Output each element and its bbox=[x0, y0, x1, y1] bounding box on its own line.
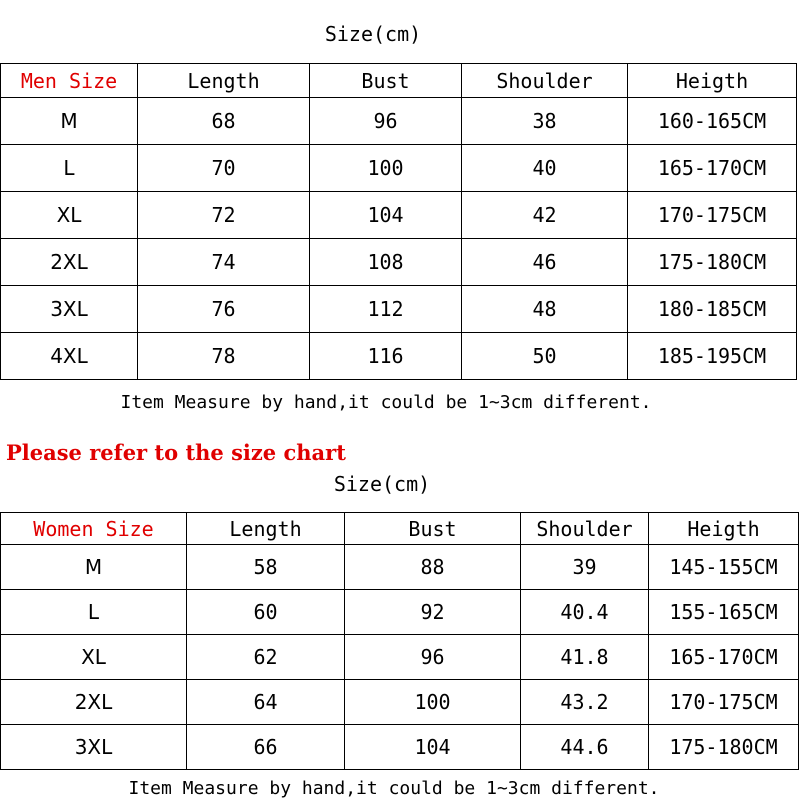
men-cell-bust: 108 bbox=[310, 239, 462, 286]
women-cell-length: 60 bbox=[187, 590, 345, 635]
women-header-length: Length bbox=[187, 513, 345, 545]
men-cell-bust: 96 bbox=[310, 98, 462, 145]
women-size-table bbox=[0, 512, 799, 770]
women-header-bust: Bust bbox=[345, 513, 521, 545]
men-cell-shoulder: 50 bbox=[462, 333, 628, 380]
table-row bbox=[1, 286, 797, 333]
men-cell-length: 72 bbox=[138, 192, 310, 239]
women-cell-bust: 92 bbox=[345, 590, 521, 635]
men-cell-height: 165-170CM bbox=[628, 145, 797, 192]
women-cell-bust: 104 bbox=[345, 725, 521, 770]
table-row bbox=[1, 590, 799, 635]
table-row bbox=[1, 239, 797, 286]
women-cell-bust: 88 bbox=[345, 545, 521, 590]
men-cell-shoulder: 42 bbox=[462, 192, 628, 239]
men-cell-size: 3XL bbox=[1, 286, 138, 333]
table-row bbox=[1, 635, 799, 680]
men-measure-note: Item Measure by hand,it could be 1~3cm different. bbox=[120, 392, 652, 413]
men-cell-height: 180-185CM bbox=[628, 286, 797, 333]
men-header-row bbox=[1, 64, 797, 98]
women-cell-shoulder: 44.6 bbox=[521, 725, 649, 770]
men-size-caption: Size(cm) bbox=[324, 22, 422, 46]
men-cell-length: 76 bbox=[138, 286, 310, 333]
women-measure-note: Item Measure by hand,it could be 1~3cm different. bbox=[128, 778, 660, 799]
men-cell-length: 78 bbox=[138, 333, 310, 380]
size-chart-notice: Please refer to the size chart bbox=[6, 440, 346, 465]
men-cell-size: XL bbox=[1, 192, 138, 239]
men-header-bust: Bust bbox=[310, 64, 462, 98]
women-cell-shoulder: 39 bbox=[521, 545, 649, 590]
women-cell-length: 58 bbox=[187, 545, 345, 590]
men-header-height: Heigth bbox=[628, 64, 797, 98]
women-cell-bust: 96 bbox=[345, 635, 521, 680]
men-header-shoulder: Shoulder bbox=[462, 64, 628, 98]
men-size-table bbox=[0, 63, 797, 380]
men-cell-shoulder: 48 bbox=[462, 286, 628, 333]
table-row bbox=[1, 725, 799, 770]
women-cell-height: 155-165CM bbox=[649, 590, 799, 635]
women-cell-length: 64 bbox=[187, 680, 345, 725]
men-cell-length: 68 bbox=[138, 98, 310, 145]
table-row bbox=[1, 545, 799, 590]
men-cell-size: L bbox=[1, 145, 138, 192]
women-cell-size: M bbox=[1, 545, 187, 590]
women-cell-size: 2XL bbox=[1, 680, 187, 725]
table-row bbox=[1, 192, 797, 239]
women-header-size: Women Size bbox=[1, 513, 187, 545]
women-cell-size: XL bbox=[1, 635, 187, 680]
men-cell-bust: 100 bbox=[310, 145, 462, 192]
men-cell-bust: 112 bbox=[310, 286, 462, 333]
table-row bbox=[1, 333, 797, 380]
women-cell-size: L bbox=[1, 590, 187, 635]
men-cell-bust: 116 bbox=[310, 333, 462, 380]
women-size-caption: Size(cm) bbox=[333, 472, 431, 496]
men-header-size: Men Size bbox=[1, 64, 138, 98]
women-header-row bbox=[1, 513, 799, 545]
men-cell-height: 175-180CM bbox=[628, 239, 797, 286]
men-cell-height: 185-195CM bbox=[628, 333, 797, 380]
women-cell-height: 165-170CM bbox=[649, 635, 799, 680]
men-cell-shoulder: 38 bbox=[462, 98, 628, 145]
women-cell-shoulder: 43.2 bbox=[521, 680, 649, 725]
table-row bbox=[1, 98, 797, 145]
men-cell-length: 70 bbox=[138, 145, 310, 192]
table-row bbox=[1, 680, 799, 725]
men-cell-size: M bbox=[1, 98, 138, 145]
men-cell-size: 4XL bbox=[1, 333, 138, 380]
women-cell-shoulder: 41.8 bbox=[521, 635, 649, 680]
women-cell-bust: 100 bbox=[345, 680, 521, 725]
women-cell-size: 3XL bbox=[1, 725, 187, 770]
women-header-height: Heigth bbox=[649, 513, 799, 545]
men-cell-shoulder: 46 bbox=[462, 239, 628, 286]
women-cell-height: 175-180CM bbox=[649, 725, 799, 770]
women-cell-shoulder: 40.4 bbox=[521, 590, 649, 635]
men-cell-shoulder: 40 bbox=[462, 145, 628, 192]
men-header-length: Length bbox=[138, 64, 310, 98]
men-cell-height: 160-165CM bbox=[628, 98, 797, 145]
women-cell-height: 145-155CM bbox=[649, 545, 799, 590]
men-cell-size: 2XL bbox=[1, 239, 138, 286]
women-cell-length: 66 bbox=[187, 725, 345, 770]
women-cell-length: 62 bbox=[187, 635, 345, 680]
table-row bbox=[1, 145, 797, 192]
women-cell-height: 170-175CM bbox=[649, 680, 799, 725]
men-cell-height: 170-175CM bbox=[628, 192, 797, 239]
men-cell-length: 74 bbox=[138, 239, 310, 286]
women-header-shoulder: Shoulder bbox=[521, 513, 649, 545]
men-cell-bust: 104 bbox=[310, 192, 462, 239]
